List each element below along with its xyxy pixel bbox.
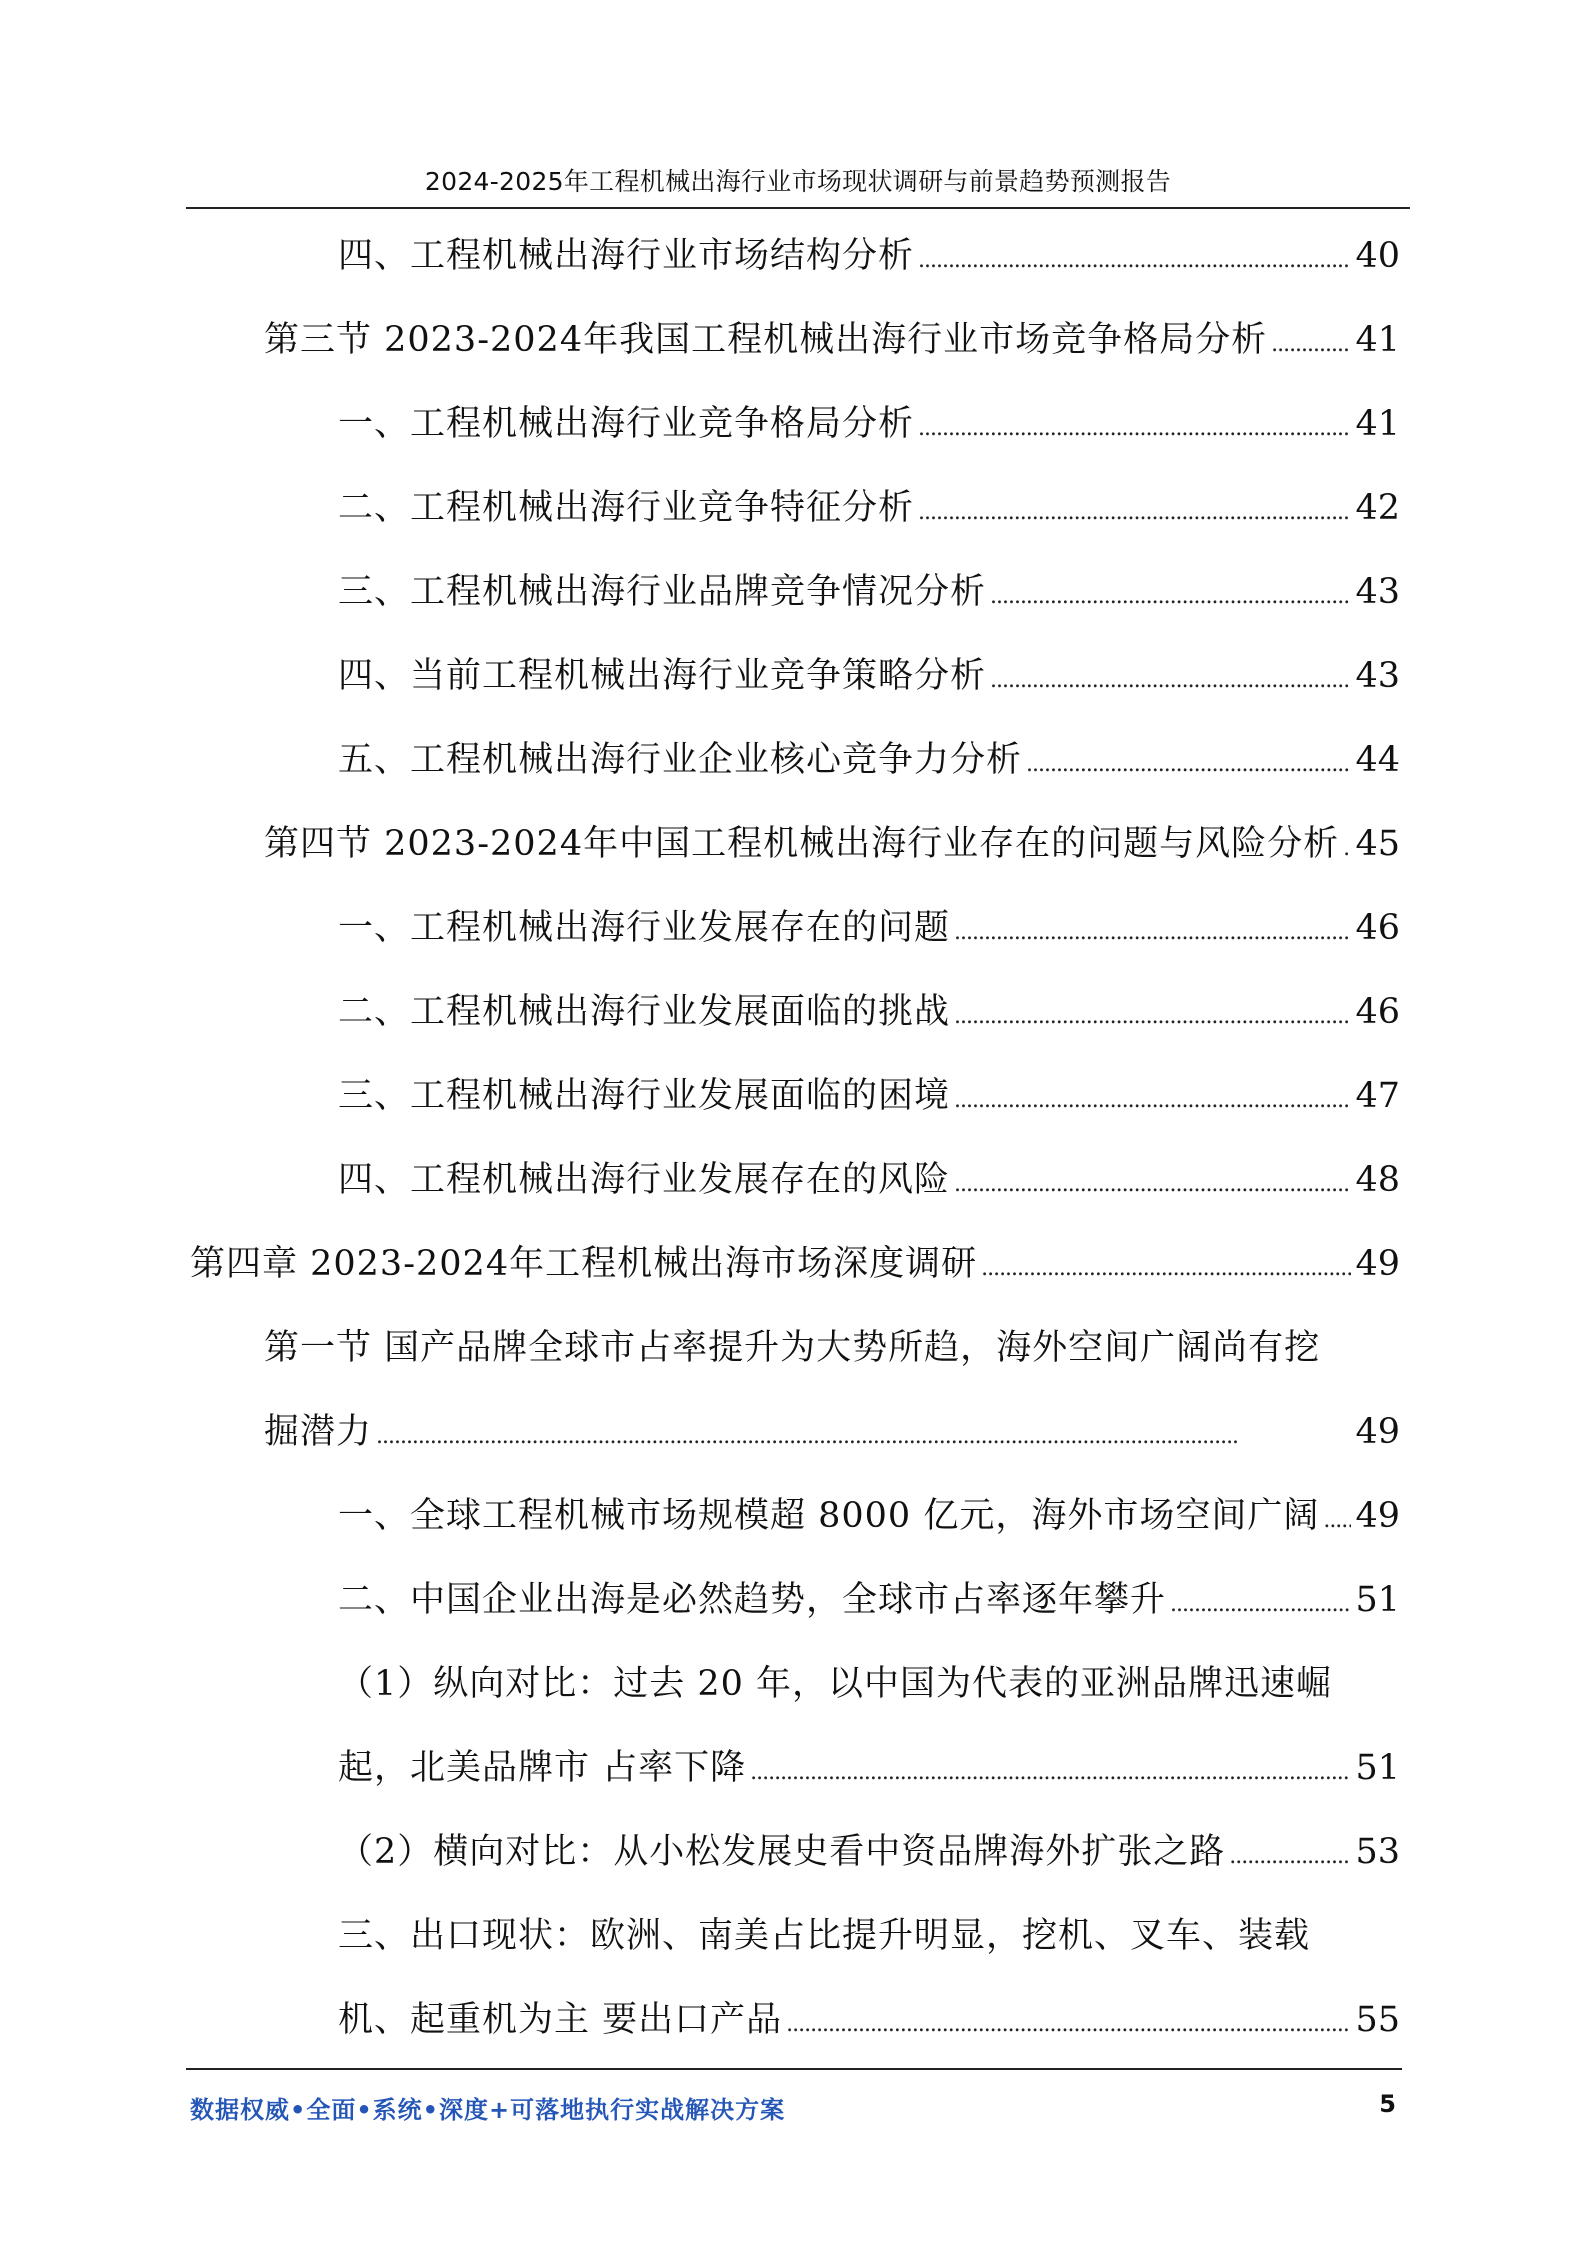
footer-page-number: 5	[1379, 2090, 1396, 2118]
toc-entry[interactable]	[338, 904, 1400, 957]
toc-entry[interactable]	[338, 1072, 1400, 1125]
toc-leader	[918, 405, 1351, 453]
footer-rule	[186, 2068, 1402, 2070]
toc-entry[interactable]	[264, 1408, 1400, 1461]
toc-entry[interactable]	[338, 988, 1400, 1041]
toc-leader	[954, 993, 1351, 1041]
toc-entry-label: 掘潜力	[264, 1412, 373, 1452]
toc-entry-first-line[interactable]: （1）纵向对比：过去 20 年，以中国为代表的亚洲品牌迅速崛	[338, 1664, 1333, 1704]
toc-entry-label: 第四章 2023-2024年工程机械出海市场深度调研	[190, 1244, 978, 1284]
toc-leader	[1229, 1833, 1351, 1881]
toc-leader	[954, 909, 1351, 957]
toc-leader	[1271, 321, 1351, 369]
toc-entry[interactable]	[190, 1240, 1400, 1293]
toc-leader	[376, 1413, 1351, 1461]
toc-entry[interactable]	[264, 316, 1400, 369]
toc-entry-label: 二、中国企业出海是必然趋势，全球市占率逐年攀升	[338, 1580, 1167, 1620]
toc-entry-page: 48	[1355, 1160, 1400, 1200]
toc-entry-page: 46	[1355, 908, 1400, 948]
toc-leader	[1170, 1581, 1351, 1629]
toc-entry-page: 49	[1355, 1496, 1400, 1536]
toc-entry-page: 47	[1355, 1076, 1400, 1116]
toc-entry[interactable]	[338, 400, 1400, 453]
toc-entry-label: 一、工程机械出海行业发展存在的问题	[338, 908, 951, 948]
toc-entry-page: 49	[1355, 1244, 1400, 1284]
toc-entry-page: 49	[1355, 1412, 1400, 1452]
toc-leader	[990, 657, 1351, 705]
toc-entry[interactable]	[338, 1492, 1400, 1545]
toc-entry-label: （2）横向对比：从小松发展史看中资品牌海外扩张之路	[338, 1832, 1226, 1872]
toc-entry-label: 第三节 2023-2024年我国工程机械出海行业市场竞争格局分析	[264, 320, 1268, 360]
toc-entry[interactable]	[338, 232, 1400, 285]
toc-leader	[918, 489, 1351, 537]
toc-leader	[981, 1245, 1351, 1293]
toc-entry[interactable]	[338, 736, 1400, 789]
toc-leader	[1026, 741, 1351, 789]
toc-entry-label: 四、工程机械出海行业市场结构分析	[338, 236, 915, 276]
toc-leader	[750, 1749, 1351, 1797]
toc-entry[interactable]	[338, 1576, 1400, 1629]
toc-entry[interactable]	[338, 1744, 1400, 1797]
toc-entry-page: 44	[1355, 740, 1400, 780]
toc-leader	[918, 237, 1351, 285]
toc-entry-page: 51	[1355, 1748, 1400, 1788]
toc-entry[interactable]	[338, 484, 1400, 537]
toc-entry-label: 第四节 2023-2024年中国工程机械出海行业存在的问题与风险分析	[264, 824, 1340, 864]
toc-entry-label: 四、当前工程机械出海行业竞争策略分析	[338, 656, 987, 696]
toc-entry[interactable]	[264, 820, 1400, 873]
toc-entry[interactable]	[338, 1996, 1400, 2049]
toc-leader	[954, 1077, 1351, 1125]
toc-entry[interactable]	[338, 652, 1400, 705]
toc-entry-label: 三、工程机械出海行业品牌竞争情况分析	[338, 572, 987, 612]
toc-entry-page: 55	[1355, 2000, 1400, 2040]
toc-entry-label: 机、起重机为主 要出口产品	[338, 2000, 783, 2040]
toc-entry[interactable]	[338, 568, 1400, 621]
footer-slogan: 数据权威•全面•系统•深度+可落地执行实战解决方案	[190, 2096, 786, 2124]
toc-leader	[1343, 825, 1351, 873]
toc-entry-label: 一、工程机械出海行业竞争格局分析	[338, 404, 915, 444]
toc-entry-page: 43	[1355, 656, 1400, 696]
toc-leader	[786, 2001, 1351, 2049]
toc-entry-first-line[interactable]: 第一节 国产品牌全球市占率提升为大势所趋，海外空间广阔尚有挖	[264, 1328, 1321, 1368]
toc-entry-label: 四、工程机械出海行业发展存在的风险	[338, 1160, 951, 1200]
toc-entry-page: 42	[1355, 488, 1400, 528]
toc-entry-page: 45	[1355, 824, 1400, 864]
toc-entry-first-line[interactable]: 三、出口现状：欧洲、南美占比提升明显，挖机、叉车、装载	[338, 1916, 1311, 1956]
toc-entry-label: 起，北美品牌市 占率下降	[338, 1748, 747, 1788]
toc-entry-page: 40	[1355, 236, 1400, 276]
toc-entry-page: 43	[1355, 572, 1400, 612]
toc-entry-page: 41	[1355, 320, 1400, 360]
toc-entry-label: 二、工程机械出海行业发展面临的挑战	[338, 992, 951, 1032]
toc-leader	[1323, 1497, 1351, 1545]
toc-leader	[954, 1161, 1351, 1209]
toc-entry-page: 46	[1355, 992, 1400, 1032]
toc-leader	[990, 573, 1351, 621]
toc-entry[interactable]	[338, 1156, 1400, 1209]
toc-entry-label: 五、工程机械出海行业企业核心竞争力分析	[338, 740, 1023, 780]
toc-entry-page: 41	[1355, 404, 1400, 444]
toc-entry-label: 三、工程机械出海行业发展面临的困境	[338, 1076, 951, 1116]
toc-entry-label: 二、工程机械出海行业竞争特征分析	[338, 488, 915, 528]
toc-entry-page: 51	[1355, 1580, 1400, 1620]
page-header: 2024-2025年工程机械出海行业市场现状调研与前景趋势预测报告	[424, 167, 1172, 196]
toc-entry[interactable]	[338, 1828, 1400, 1881]
toc-entry-page: 53	[1355, 1832, 1400, 1872]
toc-entry-label: 一、全球工程机械市场规模超 8000 亿元，海外市场空间广阔	[338, 1496, 1320, 1536]
